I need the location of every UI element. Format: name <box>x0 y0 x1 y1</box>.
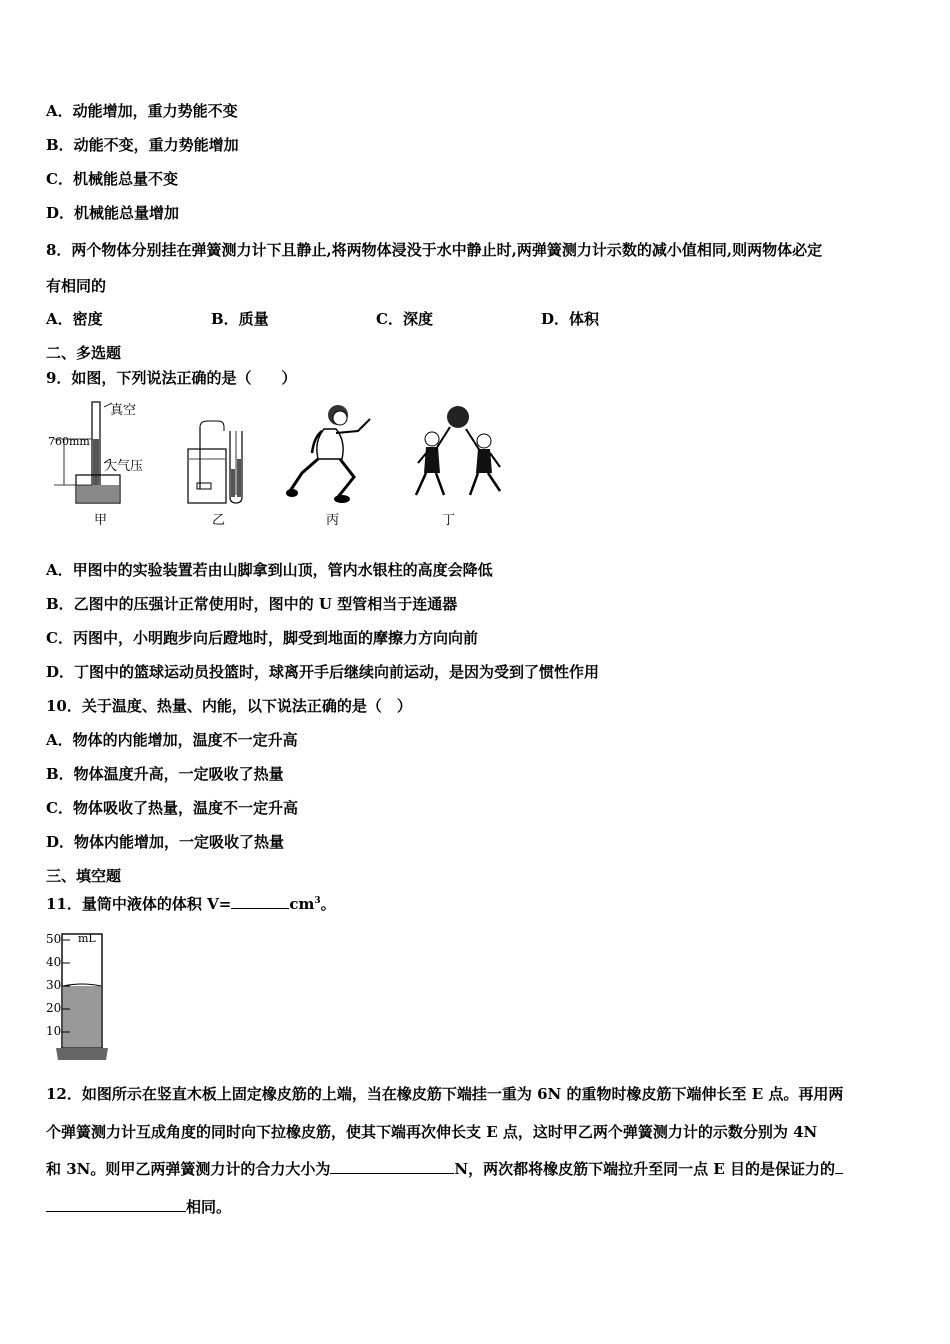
q10-stem: 10．关于温度、热量、内能，以下说法正确的是（ ） <box>46 697 412 715</box>
graduated-cylinder <box>46 926 112 1066</box>
q12-answer-blank-2[interactable] <box>46 1197 186 1212</box>
q7-option-b: B．动能不变，重力势能增加 <box>46 136 239 154</box>
q8-option-d: D．体积 <box>541 310 600 328</box>
pressure-gauge-diagram <box>184 419 256 509</box>
q9-option-a: A．甲图中的实验装置若由山脚拿到山顶，管内水银柱的高度会降低 <box>46 561 493 579</box>
q12-line2: 个弹簧测力计互成角度的同时向下拉橡皮筋，使其下端再次伸长支 E 点，这时甲乙两个弹簧测力计的示数分别为 4N <box>46 1123 818 1141</box>
q8-option-b: B．质量 <box>211 310 269 328</box>
section-title-multiple-choice: 二、多选题 <box>46 344 122 362</box>
runner-illustration <box>284 401 382 507</box>
label-vacuum: 真空 <box>110 403 137 418</box>
label-760mm: 760mm <box>48 435 90 448</box>
q9-figure <box>46 397 516 532</box>
section-title-fill-in: 三、填空题 <box>46 867 122 885</box>
label-jia: 甲 <box>94 513 108 528</box>
q9-option-d: D．丁图中的篮球运动员投篮时，球离开手后继续向前运动，是因为受到了惯性作用 <box>46 663 600 681</box>
q11-stem-text: 11．量筒中液体的体积 V= <box>46 895 232 913</box>
q11-stem <box>46 891 336 914</box>
q11-answer-blank[interactable] <box>231 894 289 909</box>
label-ding: 丁 <box>442 513 456 528</box>
q12-answer-blank-2-start[interactable] <box>835 1159 843 1174</box>
torricelli-diagram <box>46 397 156 509</box>
q12-line4 <box>46 1197 231 1217</box>
q12-line3-text-a: 和 3N。则甲乙两弹簧测力计的合力大小为 <box>46 1160 331 1178</box>
q9-stem: 9．如图，下列说法正确的是（ ） <box>46 369 297 387</box>
tick-20: 20 <box>46 1001 62 1015</box>
tick-30: 30 <box>46 978 62 992</box>
basketball-illustration <box>404 403 514 509</box>
q7-option-c: C．机械能总量不变 <box>46 170 178 188</box>
q11-end-punct: 。 <box>320 895 336 913</box>
q8-stem-line1: 8．两个物体分别挂在弹簧测力计下且静止,将两物体浸没于水中静止时,两弹簧测力计示数的减小值相同,则两物体必定 <box>46 241 823 259</box>
unit-ml: mL <box>78 932 96 945</box>
q8-option-a: A．密度 <box>46 310 103 328</box>
tick-50: 50 <box>46 932 62 946</box>
q7-option-a: A．动能增加，重力势能不变 <box>46 102 238 120</box>
q8-options <box>46 309 599 329</box>
q12-line3 <box>46 1159 843 1179</box>
q12-answer-blank-1[interactable] <box>330 1159 454 1174</box>
q10-option-c: C．物体吸收了热量，温度不一定升高 <box>46 799 298 817</box>
q7-option-d: D．机械能总量增加 <box>46 204 180 222</box>
q10-option-a: A．物体的内能增加，温度不一定升高 <box>46 731 298 749</box>
tick-40: 40 <box>46 955 62 969</box>
q8-option-c: C．深度 <box>376 310 433 328</box>
q11-unit: cm <box>289 895 315 913</box>
q12-line3-text-b: N，两次都将橡皮筋下端拉升至同一点 E 目的是保证力的 <box>454 1160 835 1178</box>
q9-option-c: C．丙图中，小明跑步向后蹬地时，脚受到地面的摩擦力方向向前 <box>46 629 478 647</box>
q8-stem-line2: 有相同的 <box>46 277 107 295</box>
q12-line4-text: 相同。 <box>186 1198 232 1216</box>
q11-unit-exponent: 3 <box>314 896 321 906</box>
label-yi: 乙 <box>212 513 226 528</box>
q10-option-b: B．物体温度升高，一定吸收了热量 <box>46 765 284 783</box>
label-atmospheric-pressure: 大气压 <box>104 459 144 474</box>
q10-option-d: D．物体内能增加，一定吸收了热量 <box>46 833 285 851</box>
q9-option-b: B．乙图中的压强计正常使用时，图中的 U 型管相当于连通器 <box>46 595 458 613</box>
q12-line1: 12．如图所示在竖直木板上固定橡皮筋的上端，当在橡皮筋下端挂一重为 6N 的重物时橡皮筋下端伸长至 E 点。再用两 <box>46 1085 844 1103</box>
tick-10: 10 <box>46 1024 62 1038</box>
label-bing: 丙 <box>326 513 340 528</box>
